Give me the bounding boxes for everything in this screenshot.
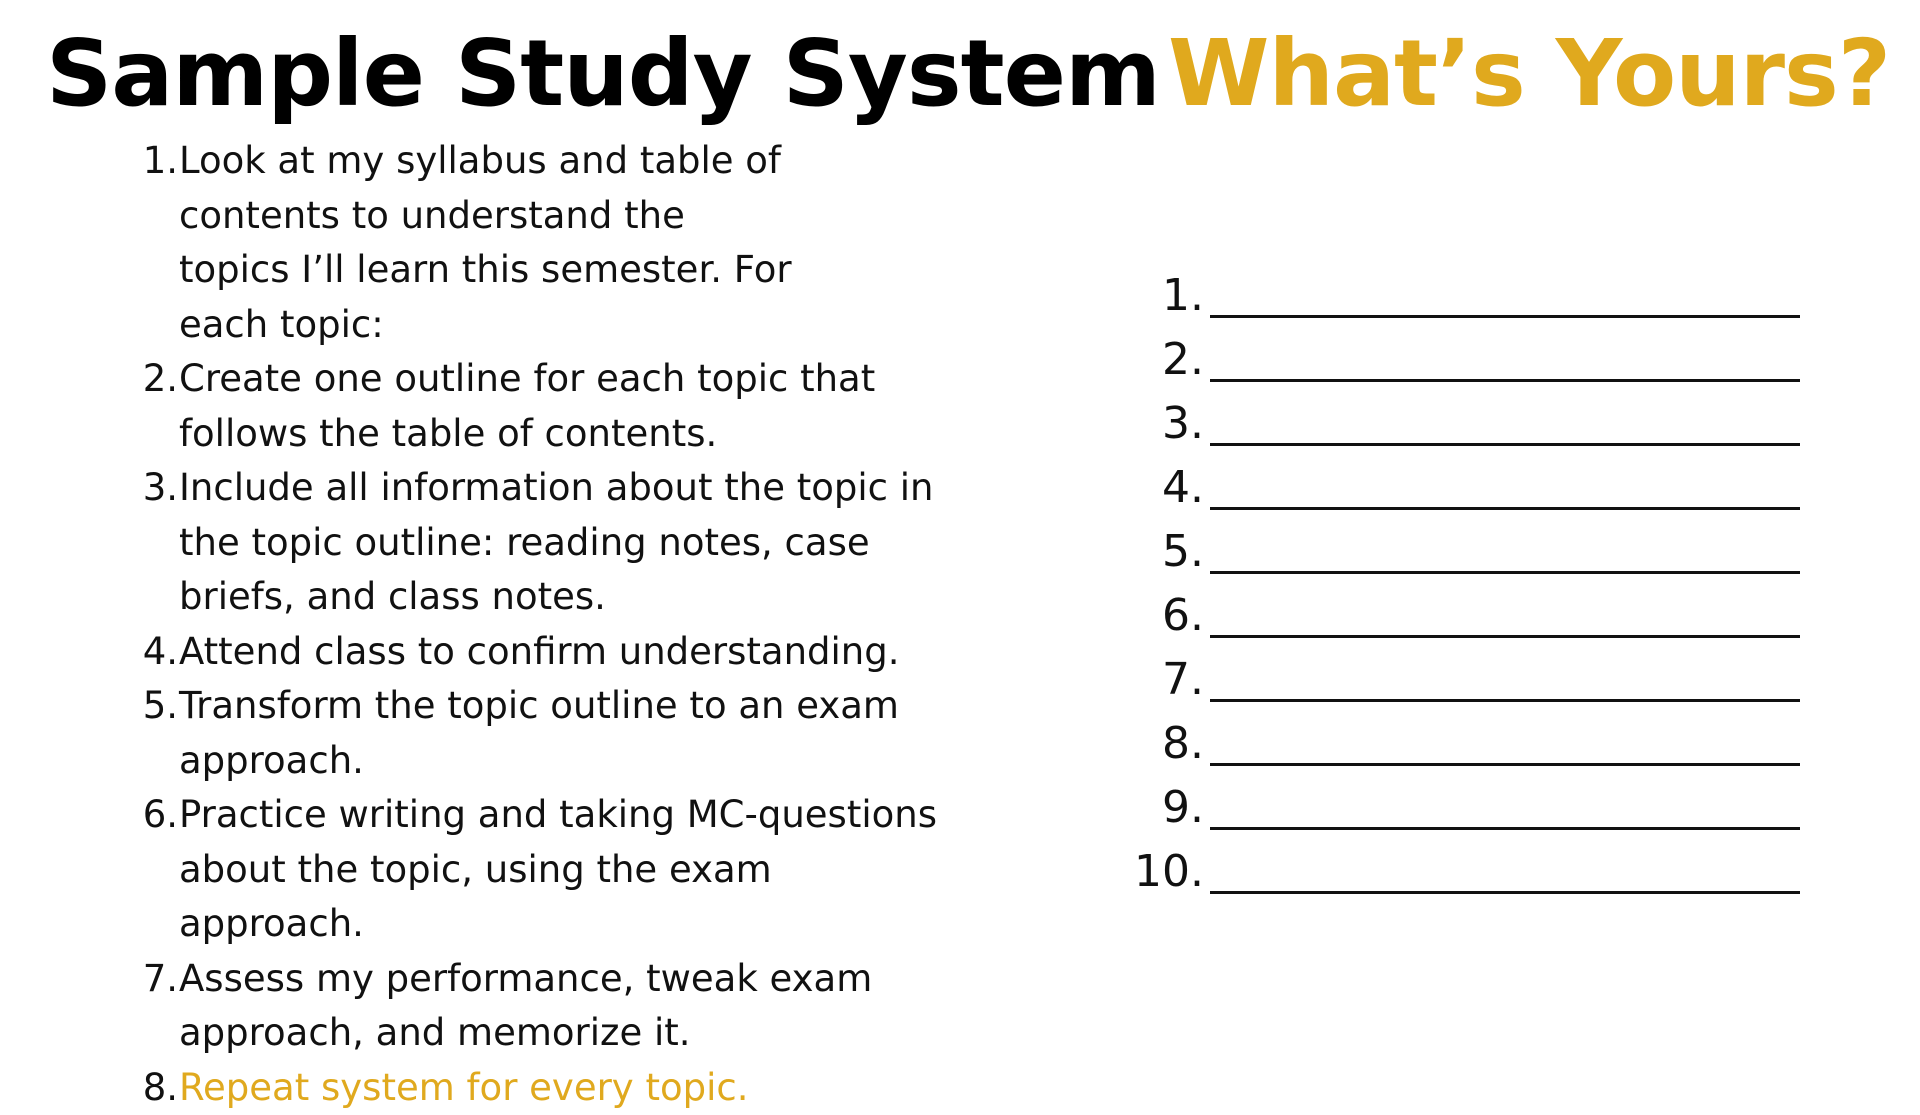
blank-number: 4. [1120, 460, 1204, 516]
blank-line [1210, 635, 1800, 638]
study-steps-list [138, 134, 998, 1115]
whats-yours-title: What’s Yours? [1168, 28, 1890, 120]
step-number: 4. [138, 625, 178, 680]
blank-row-8 [1120, 716, 1800, 780]
blank-number: 1. [1120, 268, 1204, 324]
step-text: Repeat system for every topic. [179, 1061, 979, 1115]
step-number: 6. [138, 788, 178, 843]
sample-study-system-title: Sample Study System [46, 28, 1160, 120]
step-number: 7. [138, 952, 178, 1007]
blank-number: 9. [1120, 780, 1204, 836]
study-step-8 [138, 1061, 998, 1115]
study-step-5 [138, 679, 998, 788]
step-text: Practice writing and taking MC-questions about the topic, using the exam approach. [179, 788, 959, 952]
blank-line [1210, 507, 1800, 510]
step-text: Look at my syllabus and table of contents to understand the topics I’ll learn this semester. For each topic: [179, 134, 799, 352]
step-text: Attend class to confirm understanding. [179, 625, 979, 680]
study-step-4 [138, 625, 998, 680]
study-step-3 [138, 461, 998, 625]
blank-row-4 [1120, 460, 1800, 524]
step-number: 5. [138, 679, 178, 734]
blank-number: 6. [1120, 588, 1204, 644]
step-number: 2. [138, 352, 178, 407]
blank-number: 7. [1120, 652, 1204, 708]
blank-number: 2. [1120, 332, 1204, 388]
blank-number: 3. [1120, 396, 1204, 452]
step-text: Assess my performance, tweak exam approach, and memorize it. [179, 952, 899, 1061]
blank-row-6 [1120, 588, 1800, 652]
blank-row-3 [1120, 396, 1800, 460]
blank-line [1210, 763, 1800, 766]
blank-number: 5. [1120, 524, 1204, 580]
step-text: Include all information about the topic in the topic outline: reading notes, case briefs, and class notes. [179, 461, 949, 625]
step-text: Transform the topic outline to an exam approach. [179, 679, 959, 788]
blank-row-9 [1120, 780, 1800, 844]
step-number: 1. [138, 134, 178, 189]
blank-row-10 [1120, 844, 1800, 908]
blank-lines-list [1120, 268, 1800, 908]
blank-line [1210, 443, 1800, 446]
step-text: Create one outline for each topic that follows the table of contents. [179, 352, 899, 461]
blank-line [1210, 571, 1800, 574]
blank-row-1 [1120, 268, 1800, 332]
blank-line [1210, 891, 1800, 894]
blank-number: 10. [1120, 844, 1204, 900]
step-number: 3. [138, 461, 178, 516]
study-step-6 [138, 788, 998, 952]
study-step-7 [138, 952, 998, 1061]
blank-line [1210, 827, 1800, 830]
blank-row-7 [1120, 652, 1800, 716]
blank-line [1210, 699, 1800, 702]
study-step-2 [138, 352, 998, 461]
blank-number: 8. [1120, 716, 1204, 772]
step-number: 8. [138, 1061, 178, 1115]
blank-row-2 [1120, 332, 1800, 396]
blank-row-5 [1120, 524, 1800, 588]
blank-line [1210, 379, 1800, 382]
study-step-1 [138, 134, 998, 352]
blank-line [1210, 315, 1800, 318]
